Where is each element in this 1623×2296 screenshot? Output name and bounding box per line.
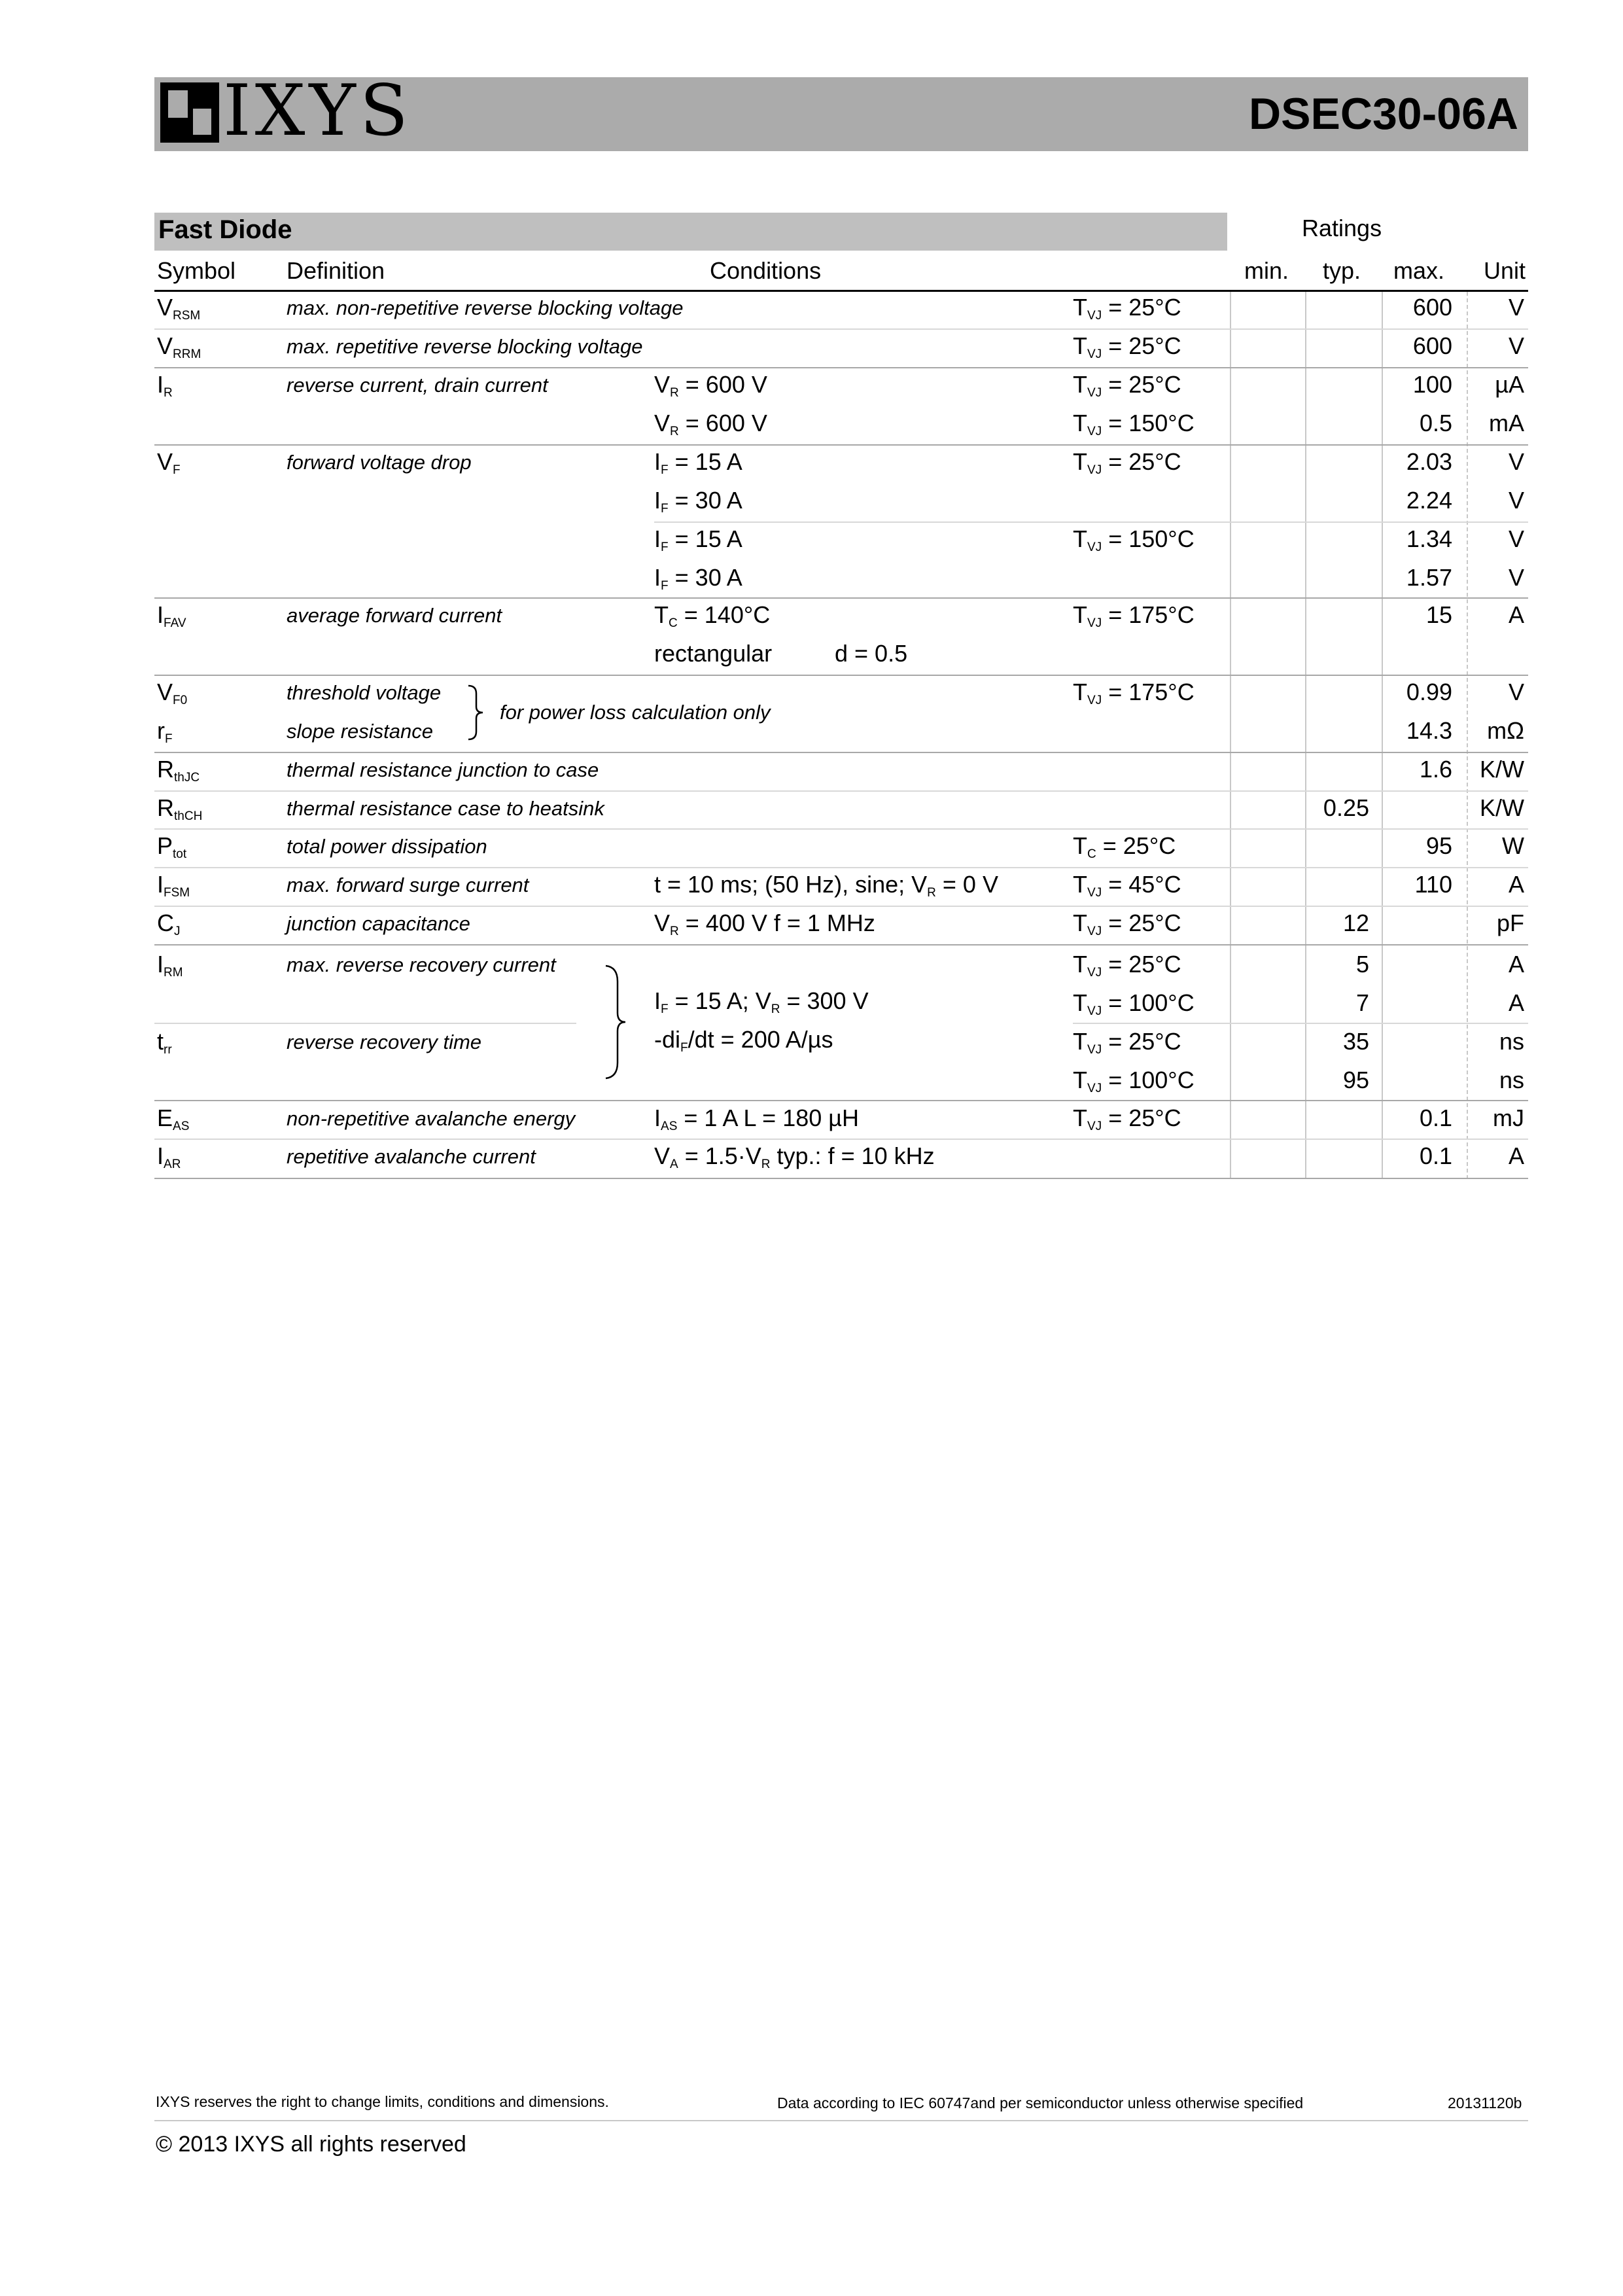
copyright: © 2013 IXYS all rights reserved — [156, 2132, 466, 2157]
row-sep — [1073, 1023, 1528, 1024]
row-unit: K/W — [1480, 756, 1524, 783]
footer-doc-code: 20131120b — [1448, 2094, 1522, 2111]
row-unit: mΩ — [1487, 717, 1524, 744]
row-sep — [154, 828, 1528, 830]
row-symbol: $V_{RSM}$ — [157, 294, 201, 323]
row-definition: max. forward surge current — [287, 874, 529, 896]
row-definition: junction capacitance — [287, 912, 470, 935]
row-symbol: $P_{tot}$ — [157, 832, 187, 861]
col-header-symbol: Symbol — [157, 257, 236, 284]
row-max: 15 — [1425, 601, 1452, 628]
logo-text: IXYS — [223, 70, 412, 152]
row-typ: 95 — [1342, 1067, 1369, 1093]
col-header-conditions: Conditions — [710, 257, 822, 284]
row-max: 110 — [1414, 871, 1452, 898]
row-temperature: $T_{VJ} = 25^\circ C$ — [1073, 1104, 1181, 1133]
row-sep — [154, 1100, 1528, 1101]
row-temperature: $T_{VJ} = 175^\circ C$ — [1073, 601, 1195, 630]
row-symbol: $V_{F0}$ — [157, 679, 188, 707]
row-sep — [154, 944, 1528, 945]
row-unit: A — [1508, 989, 1524, 1016]
row-temperature: $T_{VJ} = 25^\circ C$ — [1073, 294, 1181, 323]
row-symbol: $I_{FAV}$ — [157, 601, 186, 630]
row-sep — [154, 597, 1528, 599]
power-loss-note: for power loss calculation only — [500, 701, 771, 724]
row-max: 2.03 — [1406, 448, 1452, 475]
row-unit: A — [1508, 1142, 1524, 1169]
row-symbol: $t_{rr}$ — [157, 1028, 172, 1057]
row-symbol: $E_{AS}$ — [157, 1104, 190, 1133]
row-sep — [154, 790, 1528, 792]
row-definition: non-repetitive avalanche energy — [287, 1107, 576, 1130]
row-unit: V — [1508, 564, 1524, 591]
recovery-condition-current: $I_F = 15$ A; $V_R = 300$ V — [654, 987, 869, 1016]
brace-recovery-icon — [602, 963, 628, 1081]
section-title: Fast Diode — [158, 215, 292, 244]
row-condition: $I_{AS} = 1$ A L = 180 µH — [654, 1104, 859, 1133]
row-unit: ns — [1499, 1067, 1524, 1093]
row-definition: max. repetitive reverse blocking voltage — [287, 335, 643, 358]
col-header-typ: typ. — [1323, 257, 1361, 284]
row-definition: threshold voltage — [287, 681, 442, 704]
row-temperature: $T_{VJ} = 100^\circ C$ — [1073, 1067, 1195, 1095]
col-sep-typ — [1305, 292, 1306, 1179]
row-temperature: $T_{VJ} = 150^\circ C$ — [1073, 525, 1195, 554]
row-definition: slope resistance — [287, 720, 434, 743]
row-temperature: $T_{VJ} = 25^\circ C$ — [1073, 371, 1181, 400]
row-max: 1.6 — [1419, 756, 1452, 783]
row-unit: V — [1508, 679, 1524, 705]
row-max: 14.3 — [1406, 717, 1452, 744]
row-unit: V — [1508, 487, 1524, 514]
row-typ: 7 — [1355, 989, 1369, 1016]
row-definition: thermal resistance case to heatsink — [287, 797, 604, 820]
col-sep-unit — [1467, 292, 1468, 1179]
row-temperature: $T_{VJ} = 25^\circ C$ — [1073, 910, 1181, 938]
row-sep — [154, 906, 1528, 907]
row-max: 1.57 — [1406, 564, 1452, 591]
row-symbol: $R_{thJC}$ — [157, 756, 200, 785]
footer-disclaimer: IXYS reserves the right to change limits, conditions and dimensions. — [156, 2093, 609, 2110]
row-unit: A — [1508, 871, 1524, 898]
row-sep — [154, 752, 1528, 753]
row-condition-extra: d = 0.5 — [835, 640, 908, 667]
row-temperature: $T_{VJ} = 25^\circ C$ — [1073, 1028, 1181, 1057]
row-max: 0.99 — [1406, 679, 1452, 705]
row-max: 100 — [1412, 371, 1452, 398]
row-unit: V — [1508, 332, 1524, 359]
col-sep-max — [1382, 292, 1383, 1179]
row-typ: 12 — [1342, 910, 1369, 936]
row-definition: thermal resistance junction to case — [287, 758, 599, 781]
row-condition: $V_A = 1.5\cdot V_R$ typ.: f = 10 kHz — [654, 1142, 935, 1171]
row-temperature: $T_{VJ} = 25^\circ C$ — [1073, 448, 1181, 477]
row-temperature: $T_{VJ} = 45^\circ C$ — [1073, 871, 1181, 900]
row-typ: 0.25 — [1323, 794, 1369, 821]
row-sep — [154, 675, 1528, 676]
col-header-definition: Definition — [287, 257, 385, 284]
col-header-min: min. — [1244, 257, 1289, 284]
row-temperature: $T_{VJ} = 25^\circ C$ — [1073, 332, 1181, 361]
row-condition: $I_F = 30$ A — [654, 564, 742, 593]
recovery-condition-didt: $-di_F/dt = 200$ A/µs — [654, 1026, 833, 1055]
header-rule — [154, 290, 1528, 292]
row-symbol: $R_{thCH}$ — [157, 794, 203, 823]
row-symbol: $I_{FSM}$ — [157, 871, 190, 900]
col-header-max: max. — [1393, 257, 1445, 284]
row-temperature: $T_{VJ} = 25^\circ C$ — [1073, 951, 1181, 980]
row-sep — [154, 444, 1528, 446]
ixys-logo-mark-icon — [160, 82, 219, 143]
row-definition: total power dissipation — [287, 835, 487, 858]
row-unit: µA — [1495, 371, 1524, 398]
row-temperature: $T_C = 25^\circ C$ — [1073, 832, 1176, 861]
row-unit: ns — [1499, 1028, 1524, 1055]
row-sep — [154, 367, 1528, 368]
row-symbol: $I_{RM}$ — [157, 951, 183, 980]
ratings-label: Ratings — [1302, 215, 1382, 241]
row-sep — [154, 1023, 576, 1024]
row-max: 2.24 — [1406, 487, 1452, 514]
row-max: 0.1 — [1419, 1142, 1452, 1169]
row-condition: $T_C = 140^\circ C$ — [654, 601, 771, 630]
row-unit: A — [1508, 951, 1524, 978]
row-max: 0.5 — [1419, 410, 1452, 436]
ixys-logo — [160, 70, 448, 152]
section-bar — [154, 213, 1227, 251]
row-unit: V — [1508, 448, 1524, 475]
row-condition: rectangular — [654, 640, 773, 667]
row-symbol: $r_F$ — [157, 717, 173, 746]
row-temperature: $T_{VJ} = 175^\circ C$ — [1073, 679, 1195, 707]
row-max: 600 — [1412, 294, 1452, 321]
row-max: 600 — [1412, 332, 1452, 359]
row-unit: V — [1508, 525, 1524, 552]
row-condition: t = 10 ms; (50 Hz), sine; $V_R = 0$ V — [654, 871, 998, 900]
brace-power-loss-icon — [466, 683, 485, 742]
row-max: 95 — [1425, 832, 1452, 859]
row-unit: K/W — [1480, 794, 1524, 821]
row-definition: forward voltage drop — [287, 451, 472, 474]
row-definition: reverse recovery time — [287, 1031, 482, 1053]
row-max: 1.34 — [1406, 525, 1452, 552]
row-condition: $I_F = 30$ A — [654, 487, 742, 516]
row-symbol: $V_{RRM}$ — [157, 332, 201, 361]
footer-standard: Data according to IEC 60747and per semiconductor unless otherwise specified — [777, 2094, 1304, 2111]
row-condition: $V_R = 400$ V f = 1 MHz — [654, 910, 875, 938]
row-typ: 35 — [1342, 1028, 1369, 1055]
row-definition: reverse current, drain current — [287, 374, 548, 397]
row-definition: repetitive avalanche current — [287, 1145, 536, 1168]
row-unit: mA — [1489, 410, 1524, 436]
col-sep-min — [1230, 292, 1231, 1179]
row-unit: W — [1502, 832, 1524, 859]
row-condition: $V_R = 600$ V — [654, 371, 767, 400]
row-symbol: $I_{AR}$ — [157, 1142, 181, 1171]
row-max: 0.1 — [1419, 1104, 1452, 1131]
row-unit: pF — [1496, 910, 1524, 936]
col-header-unit: Unit — [1484, 257, 1526, 284]
row-unit: mJ — [1493, 1104, 1524, 1131]
row-definition: average forward current — [287, 604, 502, 627]
row-temperature: $T_{VJ} = 150^\circ C$ — [1073, 410, 1195, 438]
row-condition: $I_F = 15$ A — [654, 525, 742, 554]
row-symbol: $I_R$ — [157, 371, 173, 400]
row-condition: $I_F = 15$ A — [654, 448, 742, 477]
row-unit: A — [1508, 601, 1524, 628]
row-typ: 5 — [1355, 951, 1369, 978]
row-symbol: $C_J$ — [157, 910, 181, 938]
part-number: DSEC30-06A — [1249, 89, 1518, 139]
row-temperature: $T_{VJ} = 100^\circ C$ — [1073, 989, 1195, 1018]
row-unit: V — [1508, 294, 1524, 321]
row-definition: max. non-repetitive reverse blocking voltage — [287, 296, 684, 319]
row-symbol: $V_F$ — [157, 448, 181, 477]
row-sep — [154, 1139, 1528, 1140]
row-definition: max. reverse recovery current — [287, 953, 556, 976]
footer-rule — [154, 2120, 1528, 2121]
row-condition: $V_R = 600$ V — [654, 410, 767, 438]
row-sep — [654, 521, 1528, 523]
row-sep — [154, 1178, 1528, 1179]
row-sep — [154, 867, 1528, 868]
row-sep — [154, 328, 1528, 330]
